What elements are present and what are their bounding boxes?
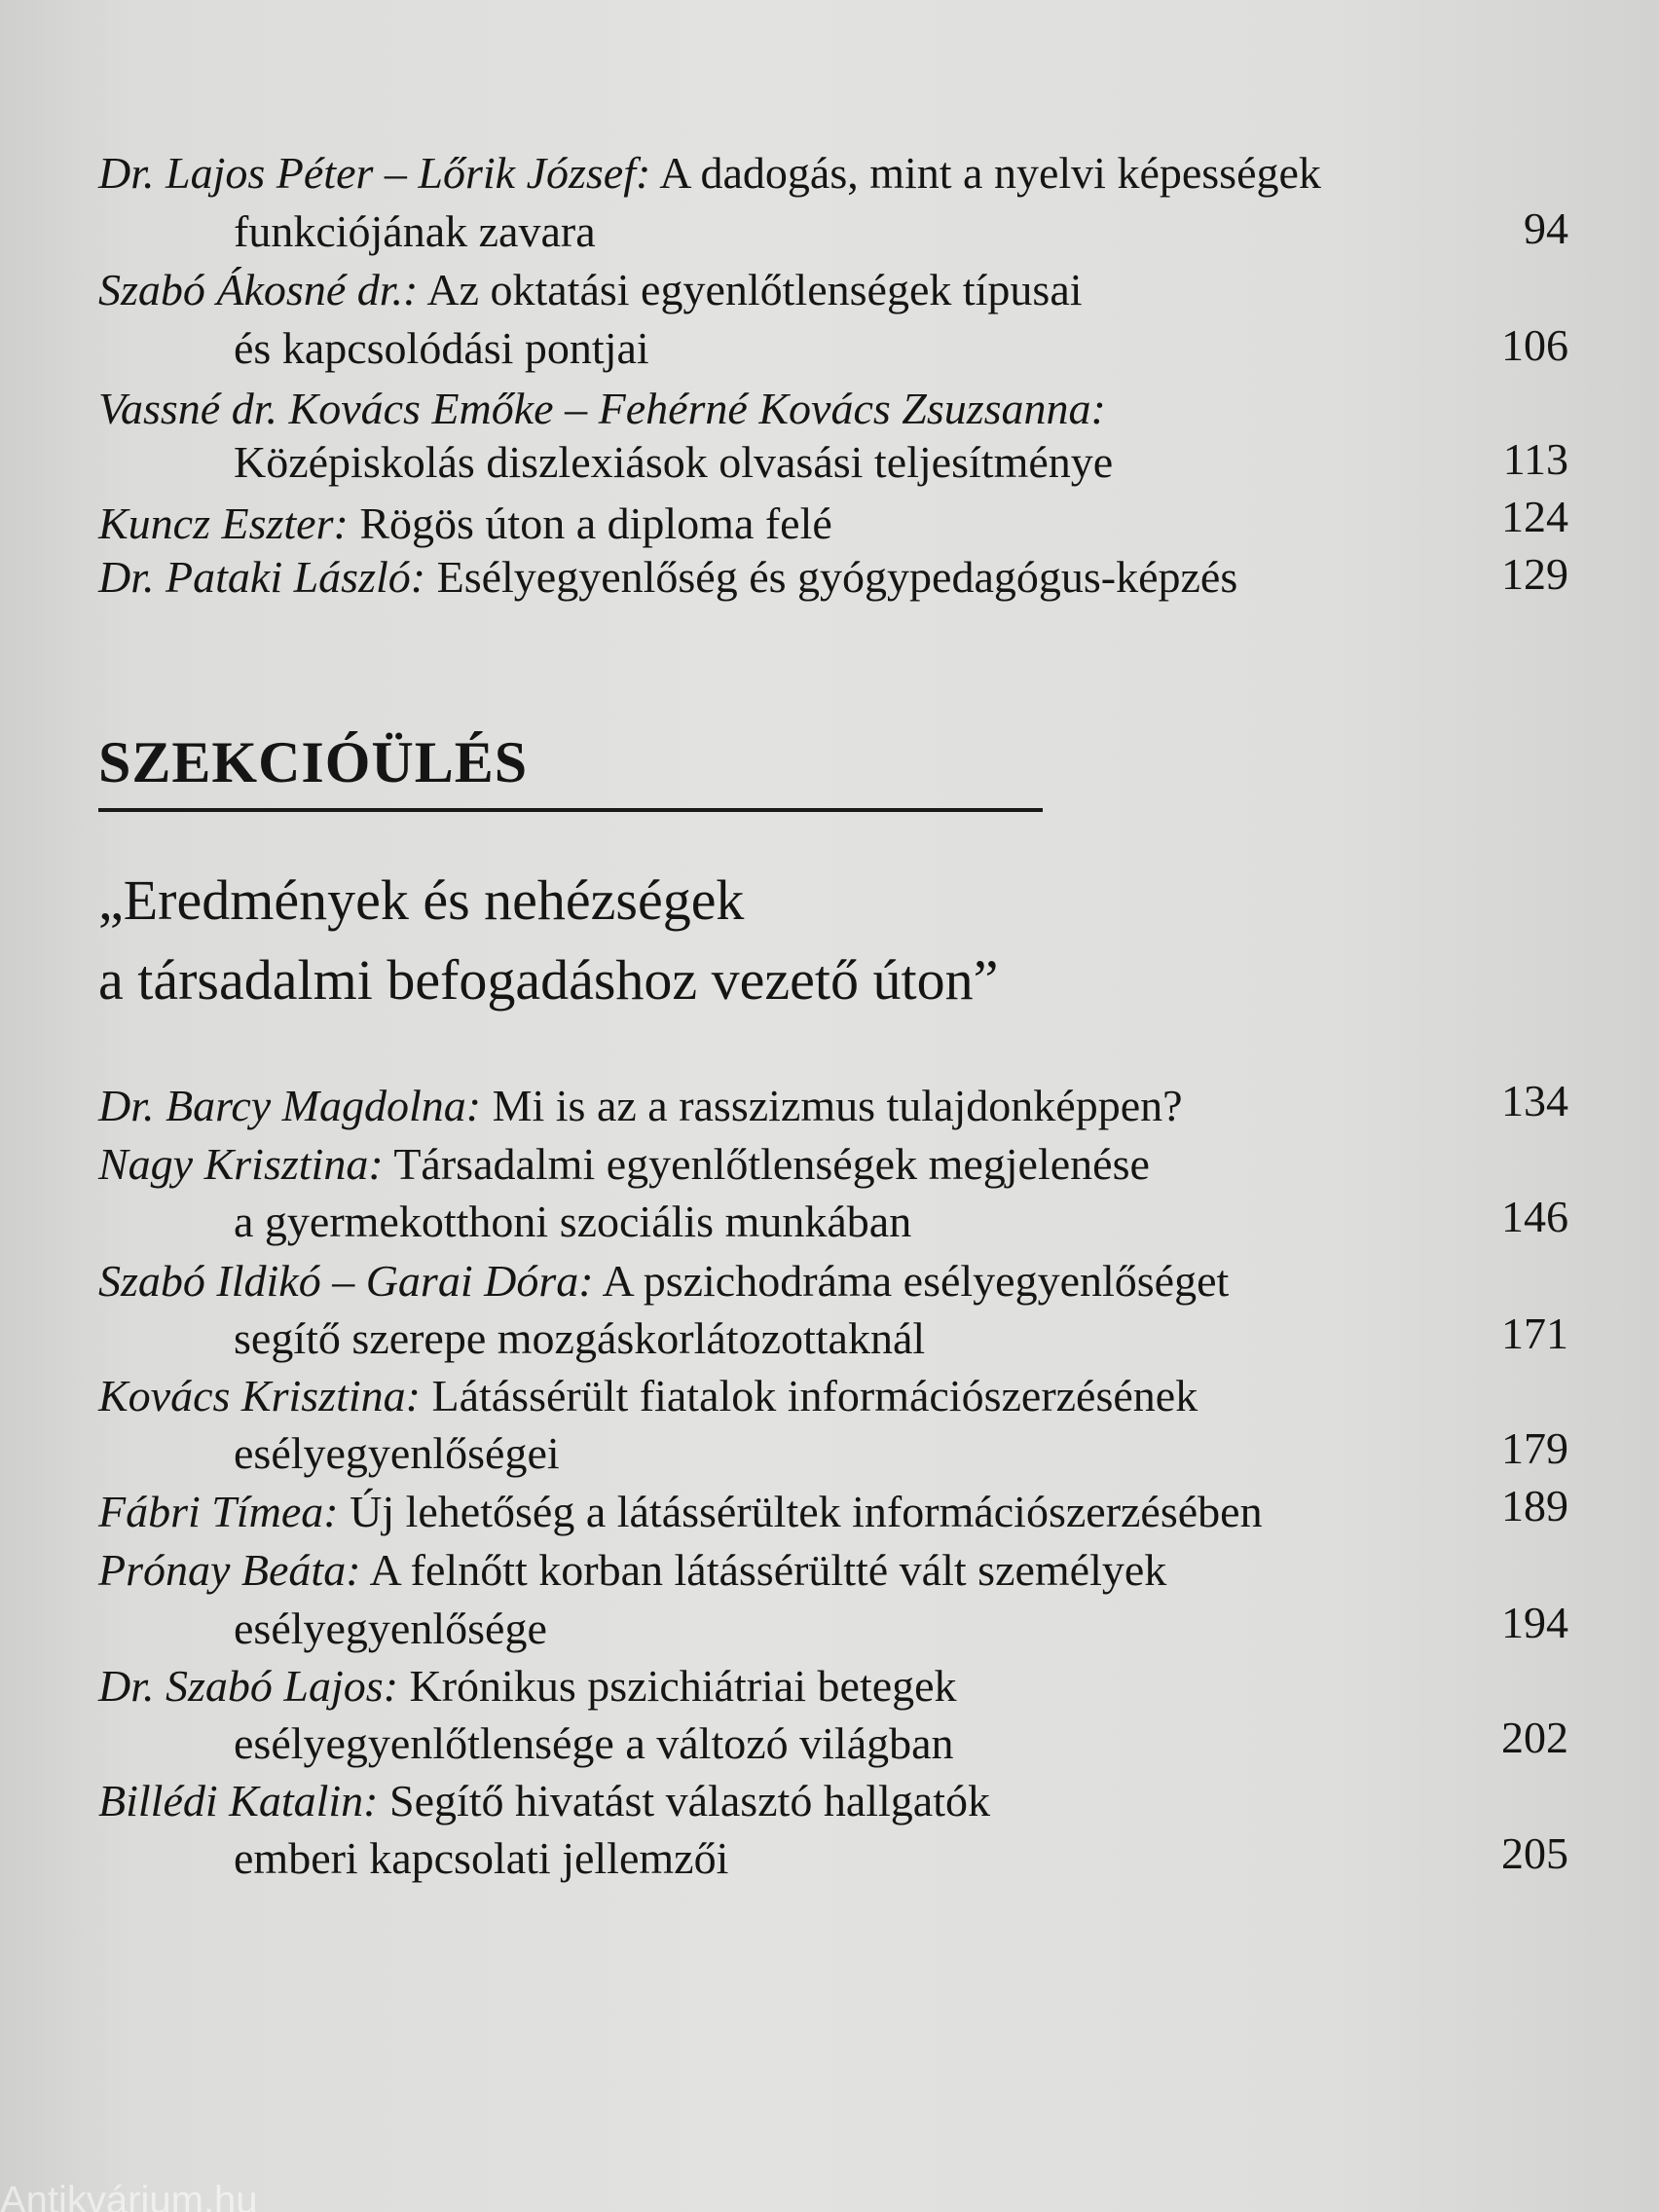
entry-first-line	[98, 1485, 1263, 1539]
entry-first-line	[98, 550, 1237, 605]
entry-first-line	[98, 1543, 1166, 1598]
entry-author: Kovács Krisztina:	[98, 1371, 421, 1420]
entry-title: Új lehetőség a látássérültek információszerzésében	[350, 1487, 1263, 1536]
section-heading: SZEKCIÓÜLÉS	[98, 730, 529, 794]
entry-author: Vassné dr. Kovács Emőke – Fehérné Kovács Zsuzsanna:	[98, 384, 1106, 433]
entry-first-line	[98, 497, 832, 551]
section-divider	[98, 808, 1043, 812]
entry-page-number: 129	[1501, 549, 1568, 599]
entry-title-continuation: esélyegyenlősége	[234, 1604, 547, 1653]
entry-first-line	[98, 1774, 990, 1828]
entry-page-number: 189	[1501, 1481, 1568, 1530]
entry-author: Szabó Ildikó – Garai Dóra:	[98, 1256, 594, 1306]
entry-page-number: 205	[1501, 1828, 1568, 1878]
entry-title: Rögös úton a diploma felé	[359, 498, 832, 548]
entry-first-line	[98, 382, 1106, 436]
entry-first-line	[98, 1137, 1150, 1192]
session-title-line2: a társadalmi befogadáshoz vezető úton”	[98, 948, 999, 1012]
entry-page-number: 134	[1501, 1076, 1568, 1125]
entry-page-number: 124	[1501, 492, 1568, 541]
entry-page-number: 202	[1501, 1713, 1568, 1762]
entry-first-line	[98, 1369, 1198, 1423]
entry-title-continuation: segítő szerepe mozgáskorlátozottaknál	[234, 1313, 926, 1363]
entry-author: Dr. Szabó Lajos:	[98, 1661, 399, 1711]
entry-author: Fábri Tímea:	[98, 1487, 339, 1536]
entry-author: Nagy Krisztina:	[98, 1139, 384, 1189]
entry-page-number: 146	[1501, 1192, 1568, 1241]
session-title-line1: „Eredmények és nehézségek	[98, 868, 745, 932]
entry-author: Prónay Beáta:	[98, 1545, 361, 1595]
entry-title-continuation: esélyegyenlőségei	[234, 1428, 560, 1478]
entry-title: Esélyegyenlőség és gyógypedagógus-képzés	[436, 552, 1238, 602]
entry-first-line	[98, 1254, 1229, 1309]
entry-first-line	[98, 263, 1083, 317]
entry-page-number: 106	[1501, 320, 1568, 370]
entry-author: Dr. Pataki László:	[98, 552, 426, 602]
entry-first-line	[98, 146, 1321, 201]
entry-title: Látássérült fiatalok információszerzésének	[431, 1371, 1198, 1420]
entry-title: Segítő hivatást választó hallgatók	[388, 1776, 991, 1825]
entry-title-continuation: és kapcsolódási pontjai	[234, 323, 649, 373]
entry-title: A pszichodráma esélyegyenlőséget	[602, 1256, 1230, 1306]
entry-title: Krónikus pszichiátriai betegek	[409, 1661, 957, 1711]
entry-page-number: 179	[1501, 1423, 1568, 1473]
entry-author: Dr. Lajos Péter – Lőrik József:	[98, 148, 651, 198]
entry-author: Szabó Ákosné dr.:	[98, 265, 419, 314]
watermark: Antikvárium.hu	[0, 2179, 258, 2212]
entry-author: Kuncz Eszter:	[98, 498, 349, 548]
entry-title-continuation: esélyegyenlőtlensége a változó világban	[234, 1718, 954, 1768]
entry-title: A dadogás, mint a nyelvi képességek	[659, 148, 1321, 198]
entry-first-line	[98, 1659, 957, 1714]
entry-page-number: 113	[1502, 434, 1568, 484]
entry-title-continuation: Középiskolás diszlexiások olvasási teljesítménye	[234, 437, 1114, 487]
entry-page-number: 171	[1501, 1309, 1568, 1358]
entry-title: Társadalmi egyenlőtlenségek megjelenése	[393, 1139, 1150, 1189]
entry-page-number: 94	[1524, 203, 1568, 253]
entry-title: Az oktatási egyenlőtlenségek típusai	[426, 265, 1083, 314]
entry-title-continuation: funkciójának zavara	[234, 206, 596, 256]
entry-first-line	[98, 1079, 1183, 1133]
entry-title-continuation: emberi kapcsolati jellemzői	[234, 1833, 729, 1883]
entry-title-continuation: a gyermekotthoni szociális munkában	[234, 1197, 912, 1246]
entry-page-number: 194	[1501, 1598, 1568, 1647]
entry-title: A felnőtt korban látássérültté vált személyek	[369, 1545, 1167, 1595]
entry-author: Dr. Barcy Magdolna:	[98, 1081, 482, 1130]
entry-title: Mi is az a rasszizmus tulajdonképpen?	[492, 1081, 1183, 1130]
entry-author: Billédi Katalin:	[98, 1776, 379, 1825]
